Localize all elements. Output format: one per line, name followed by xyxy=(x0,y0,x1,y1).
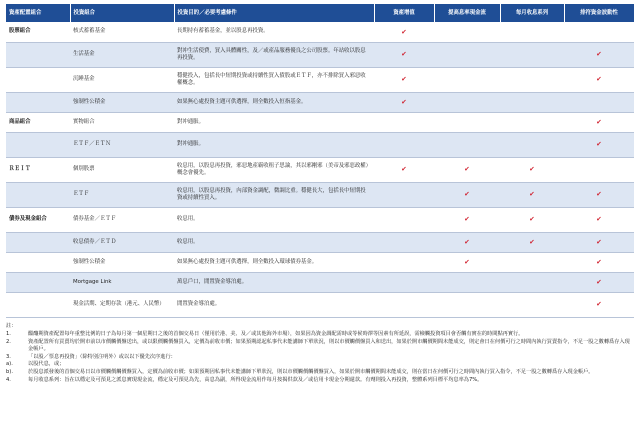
row-category: 債券及現金組合 xyxy=(6,207,70,232)
row-purpose: 收息用。 xyxy=(174,207,374,232)
row-purpose: 如果無心處投資主題可供選擇，則全數投入環球債券基金。 xyxy=(174,252,374,272)
row-portfolio: 債券基金／ＥＴＦ xyxy=(70,207,174,232)
table-row xyxy=(6,232,634,252)
check-mark-icon xyxy=(374,252,434,272)
note-item xyxy=(6,331,634,338)
row-purpose: 對冲通脹。 xyxy=(174,112,374,132)
col-header-volatility: 排符資金波動性 xyxy=(564,4,634,22)
row-category xyxy=(6,252,70,272)
row-portfolio: Mortgage Link xyxy=(70,272,174,292)
table-row xyxy=(6,182,634,207)
table-row xyxy=(6,132,634,157)
check-mark-icon xyxy=(564,92,634,112)
table-row xyxy=(6,252,634,272)
row-portfolio: 強制性公積金 xyxy=(70,92,174,112)
note-number: 1. xyxy=(6,331,11,338)
check-mark-icon xyxy=(500,22,564,42)
note-item xyxy=(6,354,634,361)
check-mark-icon: ✔ xyxy=(374,42,434,67)
check-mark-icon: ✔ xyxy=(434,157,500,182)
check-mark-icon xyxy=(374,182,434,207)
row-portfolio: 沉睡基金 xyxy=(70,67,174,92)
row-category xyxy=(6,42,70,67)
table-row xyxy=(6,207,634,232)
row-purpose: 長期持有蓄蓄基金，並以股息再投資。 xyxy=(174,22,374,42)
check-mark-icon xyxy=(500,42,564,67)
check-mark-icon: ✔ xyxy=(500,207,564,232)
row-portfolio: 生活基金 xyxy=(70,42,174,67)
table-row xyxy=(6,42,634,67)
table-row xyxy=(6,22,634,42)
row-category xyxy=(6,292,70,317)
note-text: 以股代息，或； xyxy=(28,361,65,368)
row-purpose: 對冲通脹。 xyxy=(174,132,374,157)
note-text: 醞釀期資產配置每年重整比例的日子為每月第一個星期日之後的首個交易日（僅用於港、美、及／或其他海外市場），如果因為資金調配需時或等候時澤等因素有所延誤，需檢觸投資項目會否觸有實在的時間點再實行。 xyxy=(28,331,524,338)
check-mark-icon: ✔ xyxy=(434,207,500,232)
check-mark-icon xyxy=(500,67,564,92)
row-portfolio: 實物組合 xyxy=(70,112,174,132)
check-mark-icon xyxy=(500,112,564,132)
check-mark-icon xyxy=(434,272,500,292)
check-mark-icon xyxy=(500,92,564,112)
table-row xyxy=(6,92,634,112)
row-portfolio: 個別股票 xyxy=(70,157,174,182)
check-mark-icon: ✔ xyxy=(374,22,434,42)
check-mark-icon xyxy=(564,22,634,42)
note-item xyxy=(6,361,634,368)
table-row xyxy=(6,67,634,92)
check-mark-icon xyxy=(434,67,500,92)
col-header-portfolio: 投資組合 xyxy=(70,4,174,22)
check-mark-icon: ✔ xyxy=(564,232,634,252)
note-text: 「以股／票息再投資」（除特別注明外）或以以下優先次序進行： xyxy=(28,353,176,360)
row-category xyxy=(6,92,70,112)
check-mark-icon xyxy=(434,132,500,157)
row-purpose: 收息用，以股息再投資，內部資金調配，微調比重。穩健長大，包括長中短期投資或持續性買入。 xyxy=(174,182,374,207)
check-mark-icon xyxy=(434,92,500,112)
check-mark-icon: ✔ xyxy=(500,157,564,182)
row-purpose: 收息用。 xyxy=(174,232,374,252)
check-mark-icon xyxy=(374,132,434,157)
note-number: 3. xyxy=(6,353,11,360)
check-mark-icon xyxy=(434,42,500,67)
row-category xyxy=(6,232,70,252)
check-mark-icon: ✔ xyxy=(564,182,634,207)
page xyxy=(6,4,634,385)
table-header-row xyxy=(6,4,634,22)
check-mark-icon xyxy=(564,157,634,182)
col-header-growth: 資產增值 xyxy=(374,4,434,22)
check-mark-icon: ✔ xyxy=(434,182,500,207)
check-mark-icon: ✔ xyxy=(374,67,434,92)
check-mark-icon xyxy=(374,232,434,252)
note-item xyxy=(6,369,634,376)
note-item xyxy=(6,339,634,353)
row-category: 商品組合 xyxy=(6,112,70,132)
check-mark-icon: ✔ xyxy=(564,112,634,132)
note-text: 於股息派發後的首個交易日以市價觸價觸價盤買入，定價為前收市價；如果預期因私事代未能講師下單狀況，則以市價觸價觸價盤買入，如果於開市觸價期間未能成交，則在當日在何價可行之時間內執行買入指令，不足一股之數轉爲存入現金帳戶。 xyxy=(28,369,594,375)
row-purpose: 萬息戶口，閒置資金導泊處。 xyxy=(174,272,374,292)
note-number: b). xyxy=(6,369,13,375)
check-mark-icon: ✔ xyxy=(434,252,500,272)
row-category: 股票組合 xyxy=(6,22,70,42)
check-mark-icon xyxy=(500,252,564,272)
row-category: ＲＥＩＴ xyxy=(6,157,70,182)
table-body xyxy=(6,22,634,317)
check-mark-icon: ✔ xyxy=(500,182,564,207)
check-mark-icon xyxy=(500,292,564,317)
row-portfolio: 強制性公積金 xyxy=(70,252,174,272)
row-purpose: 如果無心處投資主題可供選擇，則全數投入恒指基金。 xyxy=(174,92,374,112)
check-mark-icon: ✔ xyxy=(374,92,434,112)
notes-section xyxy=(6,323,634,384)
row-portfolio: ＥＴＦ xyxy=(70,182,174,207)
note-number: 2. xyxy=(6,339,11,345)
check-mark-icon xyxy=(374,207,434,232)
check-mark-icon xyxy=(374,112,434,132)
check-mark-icon: ✔ xyxy=(564,132,634,157)
check-mark-icon xyxy=(434,22,500,42)
notes-title: 註： xyxy=(6,322,17,329)
row-category xyxy=(6,67,70,92)
row-purpose: 收息用，以股息再投資，邪惡地產霸收租子思論，其以邪剛邪（美帝及邪惡政權）概念會優先。 xyxy=(174,157,374,182)
check-mark-icon: ✔ xyxy=(564,292,634,317)
check-mark-icon: ✔ xyxy=(564,42,634,67)
note-number: a). xyxy=(6,361,13,368)
table-row xyxy=(6,272,634,292)
row-purpose: 穩健投入，包括長中短期投資或持續性買入債股或ＥＴＦ，亦不排除買入邪惡收權概念。 xyxy=(174,67,374,92)
check-mark-icon: ✔ xyxy=(500,232,564,252)
check-mark-icon: ✔ xyxy=(564,207,634,232)
col-header-cashflow: 提高息率現金流 xyxy=(434,4,500,22)
table-row xyxy=(6,112,634,132)
table-row xyxy=(6,157,634,182)
row-category xyxy=(6,182,70,207)
check-mark-icon: ✔ xyxy=(564,67,634,92)
col-header-purpose: 投資目的／必要考慮條件 xyxy=(174,4,374,22)
check-mark-icon: ✔ xyxy=(564,252,634,272)
col-header-monthly: 每月收息系列 xyxy=(500,4,564,22)
check-mark-icon: ✔ xyxy=(374,157,434,182)
row-purpose: 閒置資金導泊處。 xyxy=(174,292,374,317)
note-text: 資產配置所有買賣均於開市前以市價觸價盤送出，或以限價觸價盤買入，定價為前收市價；如果預期認起私事代未能講師下單狀況，則以市價觸價盤買入和送出，如果於開市觸價期間未能成交，則定會日在何價可行之時間內執行買賣指令，不足一股之數轉爲存入現金帳戶。 xyxy=(28,339,630,352)
row-portfolio: 核式蓄蓄基金 xyxy=(70,22,174,42)
row-category xyxy=(6,132,70,157)
check-mark-icon xyxy=(500,132,564,157)
check-mark-icon xyxy=(434,292,500,317)
row-portfolio: ＥＴＦ／ＥＴＮ xyxy=(70,132,174,157)
check-mark-icon xyxy=(374,292,434,317)
note-text: 每月收息系列：旨在以穩定及可預見之派息實現現金流，穩定及可預見為先，高息為副，所得現金流用作每月按揭供款及／或信用卡現金分期還款。有劑則投入再投資，整體系列目標平均息率為7%。 xyxy=(28,376,483,383)
row-portfolio: 收息債券／ＥＴＤ xyxy=(70,232,174,252)
check-mark-icon xyxy=(434,112,500,132)
check-mark-icon xyxy=(374,272,434,292)
note-number: 4. xyxy=(6,376,11,383)
col-header-allocation: 資產配置組合 xyxy=(6,4,70,22)
row-portfolio: 現金活期、定期存款（港元、人民幣） xyxy=(70,292,174,317)
check-mark-icon: ✔ xyxy=(564,272,634,292)
row-category xyxy=(6,272,70,292)
note-item xyxy=(6,377,634,384)
row-purpose: 對冲生活使費，買入具體關性，及／或產品服務優良之公司股票。年站收以股息再投資。 xyxy=(174,42,374,67)
table-row xyxy=(6,292,634,317)
check-mark-icon: ✔ xyxy=(434,232,500,252)
notes-list xyxy=(6,331,634,383)
check-mark-icon xyxy=(500,272,564,292)
allocation-table xyxy=(6,4,635,318)
